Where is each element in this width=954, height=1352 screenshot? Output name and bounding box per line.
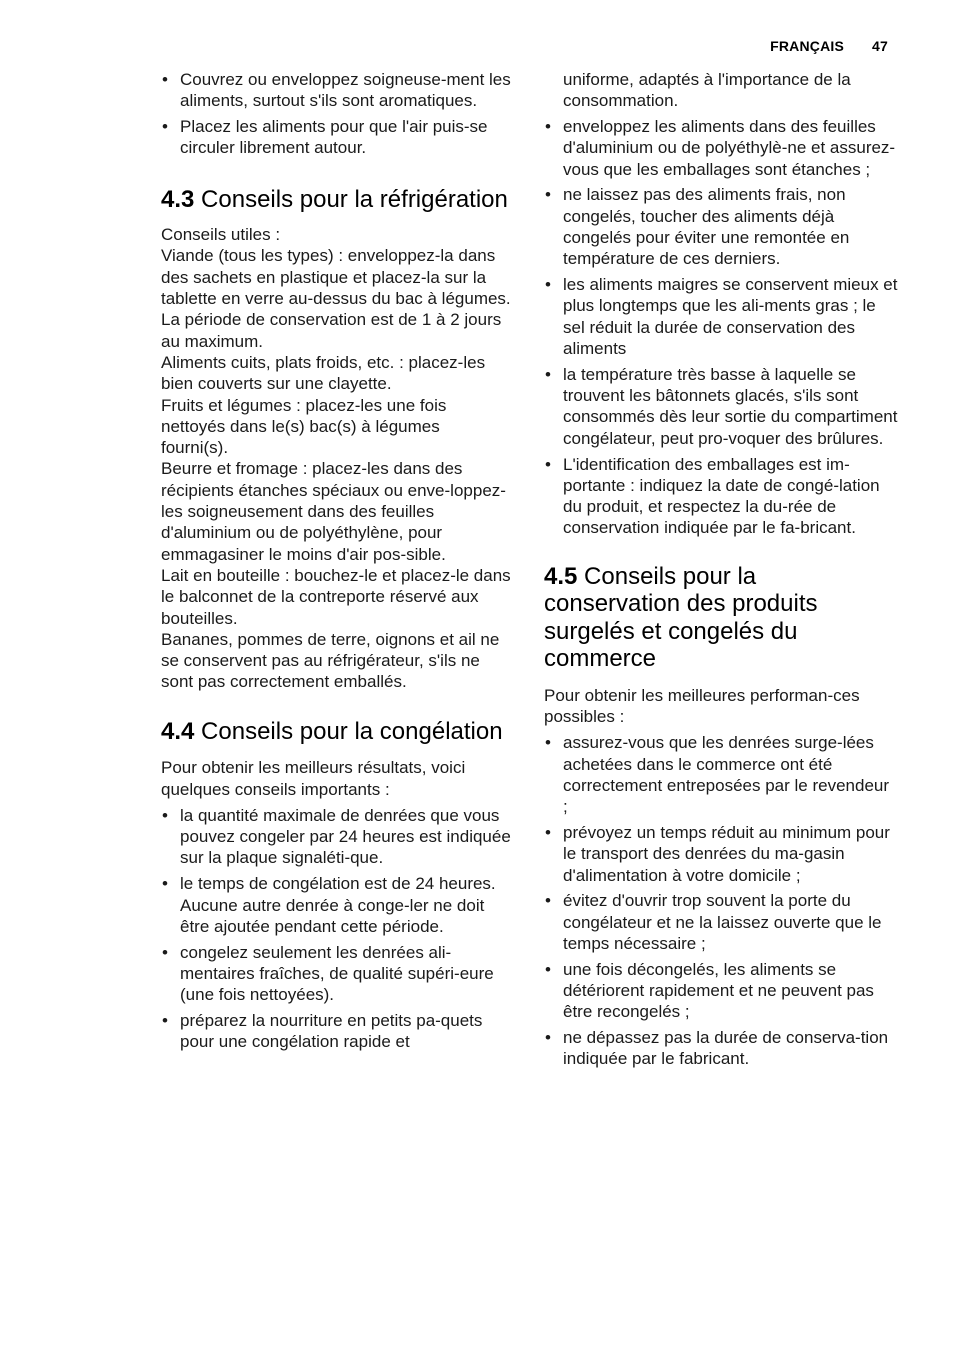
intro-bullet-list xyxy=(161,69,511,159)
list-item-continuation: uniforme, adaptés à l'importance de la consommation. xyxy=(563,70,851,111)
paragraph: Lait en bouteille : bouchez-le et placez-le dans le balconnet de la contreporte réservé aux bouteilles. xyxy=(161,565,511,628)
paragraph: Beurre et fromage : placez-les dans des récipients étanches spéciaux ou enve-loppez-les soigneusement dans des feuilles d'aluminium ou de polyéthylène, pour emmagasiner le moins d'air pos-sible. xyxy=(161,459,506,564)
paragraph: Bananes, pommes de terre, oignons et ail ne se conservent pas au réfrigérateur, s'ils ne sont pas correctement emballés. xyxy=(161,629,500,692)
list-item: • la quantité maximale de denrées que vous pouvez congeler par 24 heures est indiquée sur la plaque signaléti-que. xyxy=(161,805,511,869)
list-item: • Couvrez ou enveloppez soigneuse-ment les aliments, surtout s'ils sont aromatiques. xyxy=(161,69,511,112)
list-item: • enveloppez les aliments dans des feuilles d'aluminium ou de polyéthylè-ne et assurez-vous que les emballages sont étanches ; xyxy=(544,116,898,180)
left-column xyxy=(161,69,511,1057)
paragraph: Viande (tous les types) : enveloppez-la dans des sachets en plastique et placez-la sur la tablette en verre au-dessus du bac à légumes. xyxy=(161,246,511,309)
list-item: • Placez les aliments pour que l'air puis-se circuler librement autour. xyxy=(161,116,511,159)
paragraph: Fruits et légumes : placez-les une fois nettoyés dans le(s) bac(s) à légumes fourni(s). xyxy=(161,395,447,458)
section-intro: Pour obtenir les meilleures performan-ces possibles : xyxy=(544,685,860,727)
paragraph: La période de conservation est de 1 à 2 jours au maximum. xyxy=(161,310,502,351)
list-item: • la température très basse à laquelle se trouvent les bâtonnets glacés, s'ils sont consommés dès leur sortie du compartiment congélateur, peut pro-voquer des brûlures. xyxy=(544,364,898,449)
list-item: • L'identification des emballages est im-portante : indiquez la date de congé-lation du produit, et respectez la du-rée de conservation indiquée par le fa-bricant. xyxy=(544,454,898,539)
section-number: 4.3 xyxy=(161,185,195,213)
list-item: • les aliments maigres se conservent mieux et plus longtemps que les ali-ments gras ; le sel réduit la durée de conservation des aliments xyxy=(544,274,898,359)
section-number: 4.4 xyxy=(161,717,195,745)
section-heading-4-3 xyxy=(161,186,511,214)
list-item: • assurez-vous que les denrées surge-lées achetées dans le commerce ont été correctement entreposées par le revendeur ; xyxy=(544,732,898,817)
list-item: • ne laissez pas des aliments frais, non congelés, toucher des aliments déjà congelés pour éviter une remontée en température de ces derniers. xyxy=(544,184,898,269)
section-bullet-list xyxy=(161,805,511,1053)
list-item: • préparez la nourriture en petits pa-quets pour une congélation rapide et xyxy=(161,1010,511,1053)
section-heading-4-4 xyxy=(161,718,511,746)
paragraph: Conseils utiles : xyxy=(161,225,281,245)
section-title: Conseils pour la réfrigération xyxy=(201,185,508,213)
page-number: 47 xyxy=(872,38,888,54)
page-header xyxy=(770,38,888,54)
list-item: • prévoyez un temps réduit au minimum pour le transport des denrées du ma-gasin d'alimentation à votre domicile ; xyxy=(544,822,898,886)
list-item: • congelez seulement les denrées ali-mentaires fraîches, de qualité supéri-eure (une fois nettoyées). xyxy=(161,942,511,1006)
language-label: FRANÇAIS xyxy=(770,38,845,54)
section-title: Conseils pour la congélation xyxy=(201,717,503,745)
section-bullet-list xyxy=(544,116,898,539)
list-item: • le temps de congélation est de 24 heures. Aucune autre denrée à conge-ler ne doit être ajoutée pendant cette période. xyxy=(161,873,511,937)
section-body-4-3 xyxy=(161,224,511,693)
continued-bullet xyxy=(544,69,898,112)
list-item: • ne dépassez pas la durée de conserva-tion indiquée par le fabricant. xyxy=(544,1027,898,1070)
section-heading-4-5 xyxy=(544,563,898,673)
section-title: Conseils pour la conservation des produits surgelés et congelés du commerce xyxy=(544,562,818,673)
section-number: 4.5 xyxy=(544,562,578,590)
section-bullet-list xyxy=(544,732,898,1069)
paragraph: Aliments cuits, plats froids, etc. : placez-les bien couverts sur une clayette. xyxy=(161,352,486,394)
list-item: • une fois décongelés, les aliments se détériorent rapidement et ne peuvent pas être recongelés ; xyxy=(544,959,898,1023)
section-intro: Pour obtenir les meilleurs résultats, voici quelques conseils importants : xyxy=(161,758,466,799)
right-column xyxy=(544,69,898,1074)
list-item: • évitez d'ouvrir trop souvent la porte du congélateur et ne la laissez ouverte que le temps nécessaire ; xyxy=(544,890,898,954)
